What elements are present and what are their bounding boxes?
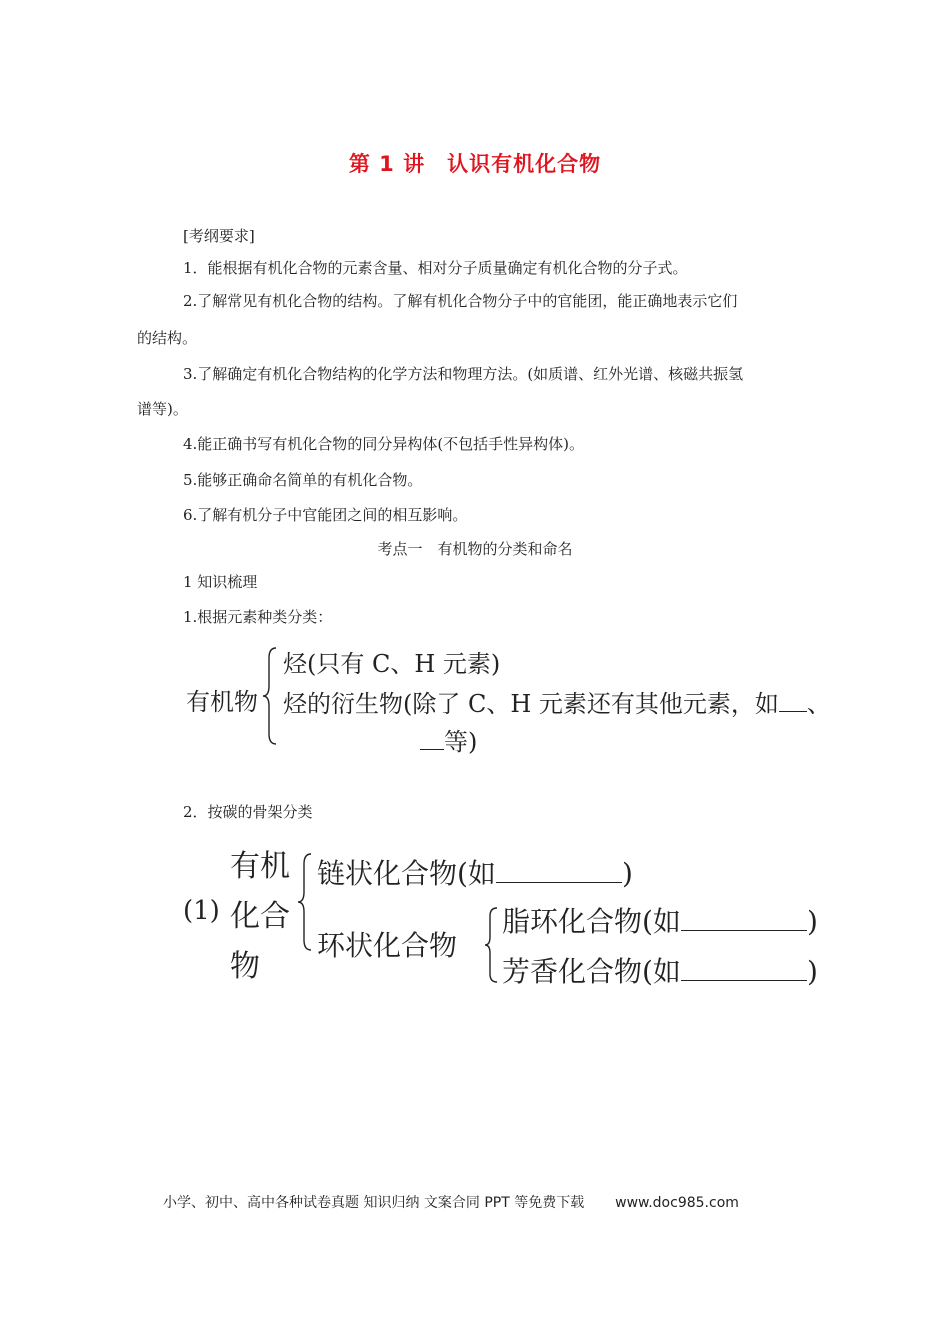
requirement-2-cont: 的结构。 — [137, 329, 198, 347]
brace-left — [262, 646, 280, 746]
brace-skeleton — [297, 852, 315, 952]
hydrocarbon-branch: 烃(只有 C、H 元素) — [283, 650, 501, 678]
blank-1[interactable] — [779, 711, 807, 712]
derivative-branch-cont — [420, 722, 477, 757]
section-title: 考点一 有机物的分类和命名 — [377, 540, 573, 558]
root-line-2: 化合 — [230, 899, 290, 934]
requirement-3: 3.了解确定有机化合物结构的化学方法和物理方法。(如质谱、红外光谱、核磁共振氢 — [183, 365, 744, 383]
root-line-3: 物 — [230, 949, 260, 984]
requirement-4: 4.能正确书写有机化合物的同分异构体(不包括手性异构体)。 — [183, 435, 585, 453]
blank-aliphatic[interactable] — [681, 930, 807, 931]
requirement-1: 1．能根据有机化合物的元素含量、相对分子质量确定有机化合物的分子式。 — [183, 259, 688, 277]
footer — [163, 1192, 739, 1212]
chain-text: 链状化合物(如 — [317, 857, 496, 890]
aromatic-text: 芳香化合物(如 — [502, 955, 681, 988]
chain-compound — [317, 852, 633, 892]
requirement-6: 6.了解有机分子中官能团之间的相互影响。 — [183, 506, 468, 524]
organic-root-label: 有机物 — [186, 688, 258, 716]
separator: 、 — [806, 690, 831, 718]
chain-close: ) — [621, 857, 633, 890]
requirement-3-cont: 谱等)。 — [137, 400, 188, 418]
knowledge-heading: 1 知识梳理 — [183, 573, 258, 591]
blank-aromatic[interactable] — [681, 980, 807, 981]
ring-compound: 环状化合物 — [317, 929, 458, 962]
footer-text: 小学、初中、高中各种试卷真题 知识归纳 文案合同 PPT 等免费下载 — [163, 1195, 585, 1211]
derivative-text: 烃的衍生物(除了 C、H 元素还有其他元素，如 — [283, 690, 779, 718]
root-line-1: 有机 — [230, 849, 290, 884]
derivative-end: 等) — [444, 728, 478, 756]
item-label: (1) — [183, 896, 220, 926]
compound-root — [230, 842, 290, 992]
aromatic-compound — [502, 950, 818, 990]
classify-element-heading: 1.根据元素种类分类： — [183, 608, 333, 626]
page-title: 第 1 讲 认识有机化合物 — [348, 152, 602, 176]
requirement-2: 2.了解常见有机化合物的结构。了解有机化合物分子中的官能团，能正确地表示它们 — [183, 292, 738, 310]
blank-chain[interactable] — [496, 882, 622, 883]
aliphatic-compound — [502, 900, 818, 940]
aliphatic-close: ) — [806, 905, 818, 938]
blank-2[interactable] — [420, 749, 444, 750]
classify-skeleton-heading: 2．按碳的骨架分类 — [183, 803, 313, 821]
aromatic-close: ) — [806, 955, 818, 988]
brace-ring — [484, 906, 500, 984]
aliphatic-text: 脂环化合物(如 — [502, 905, 681, 938]
requirement-5: 5.能够正确命名简单的有机化合物。 — [183, 471, 423, 489]
derivative-branch — [283, 684, 831, 719]
footer-url[interactable]: www.doc985.com — [615, 1195, 739, 1211]
requirements-heading: [考纲要求] — [183, 227, 255, 245]
